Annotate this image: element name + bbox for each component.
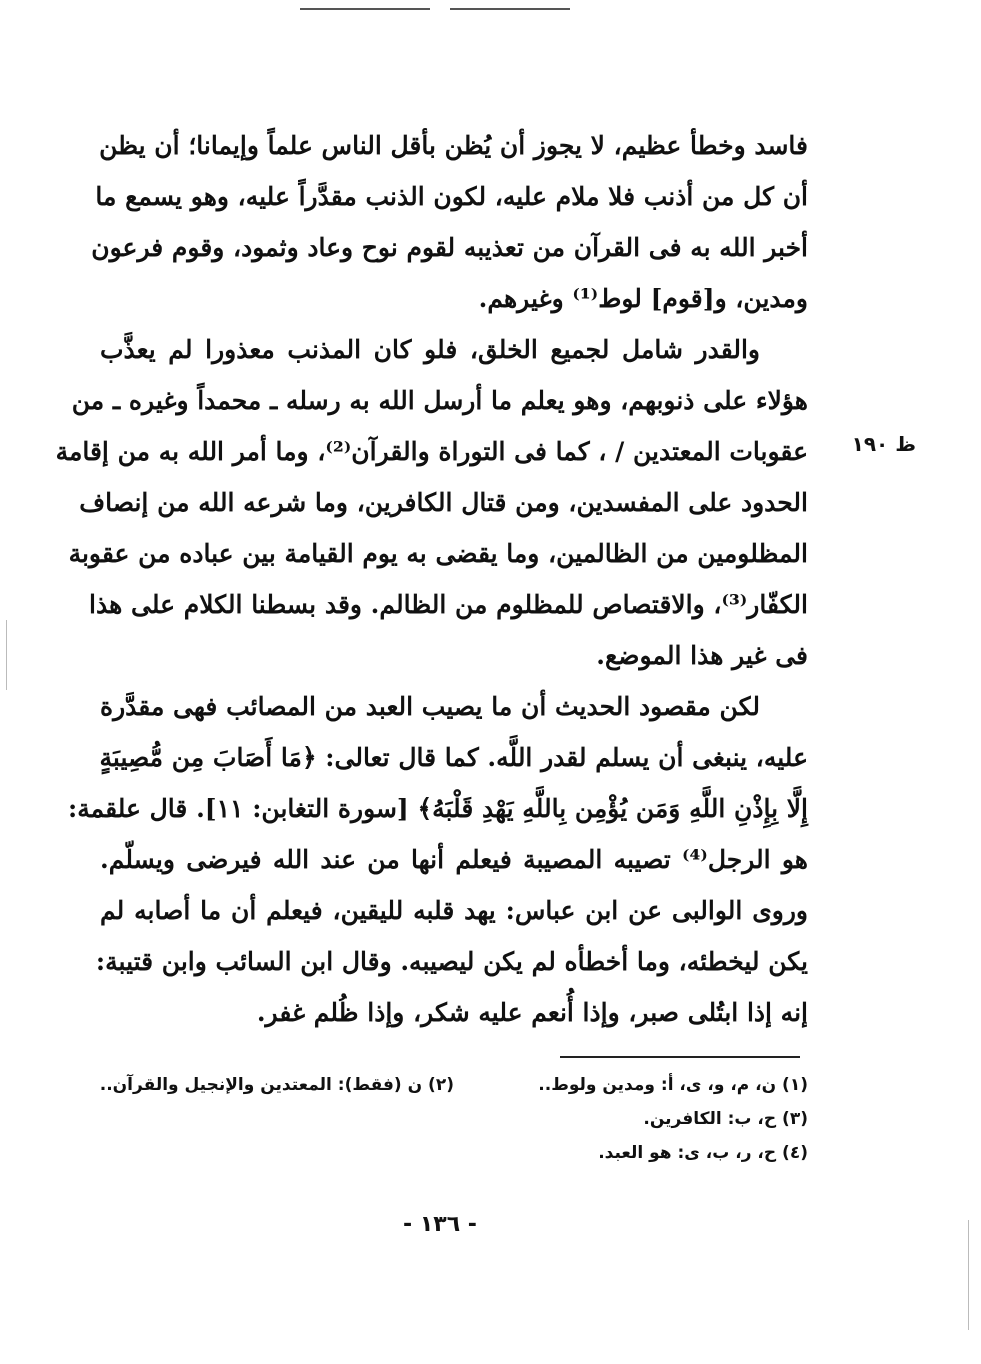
text-line: عليه، ينبغى أن يسلم لقدر اللَّه. كما قال تعالى: ﴿مَا أَصَابَ مِن مُّصِيبَةٍ [99, 743, 808, 772]
text-line: أخبر الله به فى القرآن من تعذيبه لقوم نوح وعاد وثمود، وقوم فرعون [91, 233, 808, 262]
text-line: هو الرجل⁽⁴⁾ تصيبه المصيبة فيعلم أنها من عند الله فيرضى ويسلّم. [100, 845, 808, 874]
footnotes [100, 1068, 808, 1170]
text-line: الكفّار⁽³⁾، والاقتصاص للمظلوم من الظالم. وقد بسطنا الكلام على هذا [89, 590, 808, 619]
text-line: والقدر شامل لجميع الخلق، فلو كان المذنب معذورا لم يعذَّب [100, 335, 760, 364]
text-line: يكن ليخطئه، وما أخطأه لم يكن ليصيبه. وقال ابن السائب وابن قتيبة: [95, 947, 808, 976]
manuscript-folio-note: ظ ١٩٠ [851, 432, 916, 456]
footnote-row [100, 1068, 808, 1102]
text-line: لكن مقصود الحديث أن ما يصيب العبد من المصائب فهى مقدَّرة [100, 692, 760, 721]
footnote-3: (٣) ح، ب: الكافرين. [643, 1109, 808, 1129]
footnote-separator [560, 1056, 800, 1058]
footnote-4: (٤) ح، ر، ب، ى: هو العبد. [598, 1143, 808, 1163]
text-line: المظلومين من الظالمين، وما يقضى به يوم القيامة بين عباده من عقوبة [68, 539, 808, 568]
footnote-2: (٢) ن (فقط): المعتدين والإنجيل والقرآن.. [99, 1075, 454, 1095]
scan-artifact-left [6, 620, 7, 690]
footnote-row [100, 1136, 808, 1170]
body-text [55, 120, 808, 1038]
text-line: هؤلاء على ذنوبهم، وهو يعلم ما أرسل الله به رسله ـ محمداً وغيره ـ من [71, 386, 808, 415]
footnote-row [100, 1102, 808, 1136]
scan-artifact-right [968, 1220, 969, 1330]
top-rule-left [300, 8, 430, 10]
footnote-1: (١) ن، م، و، ى، أ: ومدين ولوط.. [538, 1075, 808, 1095]
page-number: - ١٣٦ - [403, 1212, 477, 1237]
top-rule-right [450, 8, 570, 10]
text-line: وروى الوالبى عن ابن عباس: يهد قلبه لليقين، فيعلم أن ما أصابه لم [100, 896, 808, 925]
text-line: إنه إذا ابتُلى صبر، وإذا أُنعم عليه شكر، وإذا ظُلم غفر. [256, 998, 808, 1027]
text-line: فى غير هذا الموضع. [596, 641, 808, 670]
text-line: عقوبات المعتدين / ، كما فى التوراة والقرآن⁽²⁾، وما أمر الله به من إقامة [55, 437, 808, 466]
text-line: فاسد وخطأ عظيم، لا يجوز أن يُظن بأقل الناس علماً وإيمانا؛ أن يظن [99, 131, 808, 160]
text-line: إِلَّا بِإِذْنِ اللَّهِ وَمَن يُؤْمِن بِاللَّهِ يَهْدِ قَلْبَهُ﴾ [سورة التغابن: ١١]. قال علقمة: [68, 794, 808, 823]
text-line: الحدود على المفسدين، ومن قتال الكافرين، وما شرعه الله من إنصاف [79, 488, 808, 517]
text-line: أن كل من أذنب فلا ملام عليه، لكون الذنب مقدَّراً عليه، وهو يسمع ما [95, 182, 808, 211]
text-line: ومدين، و[قوم] لوط⁽¹⁾ وغيرهم. [478, 284, 808, 313]
